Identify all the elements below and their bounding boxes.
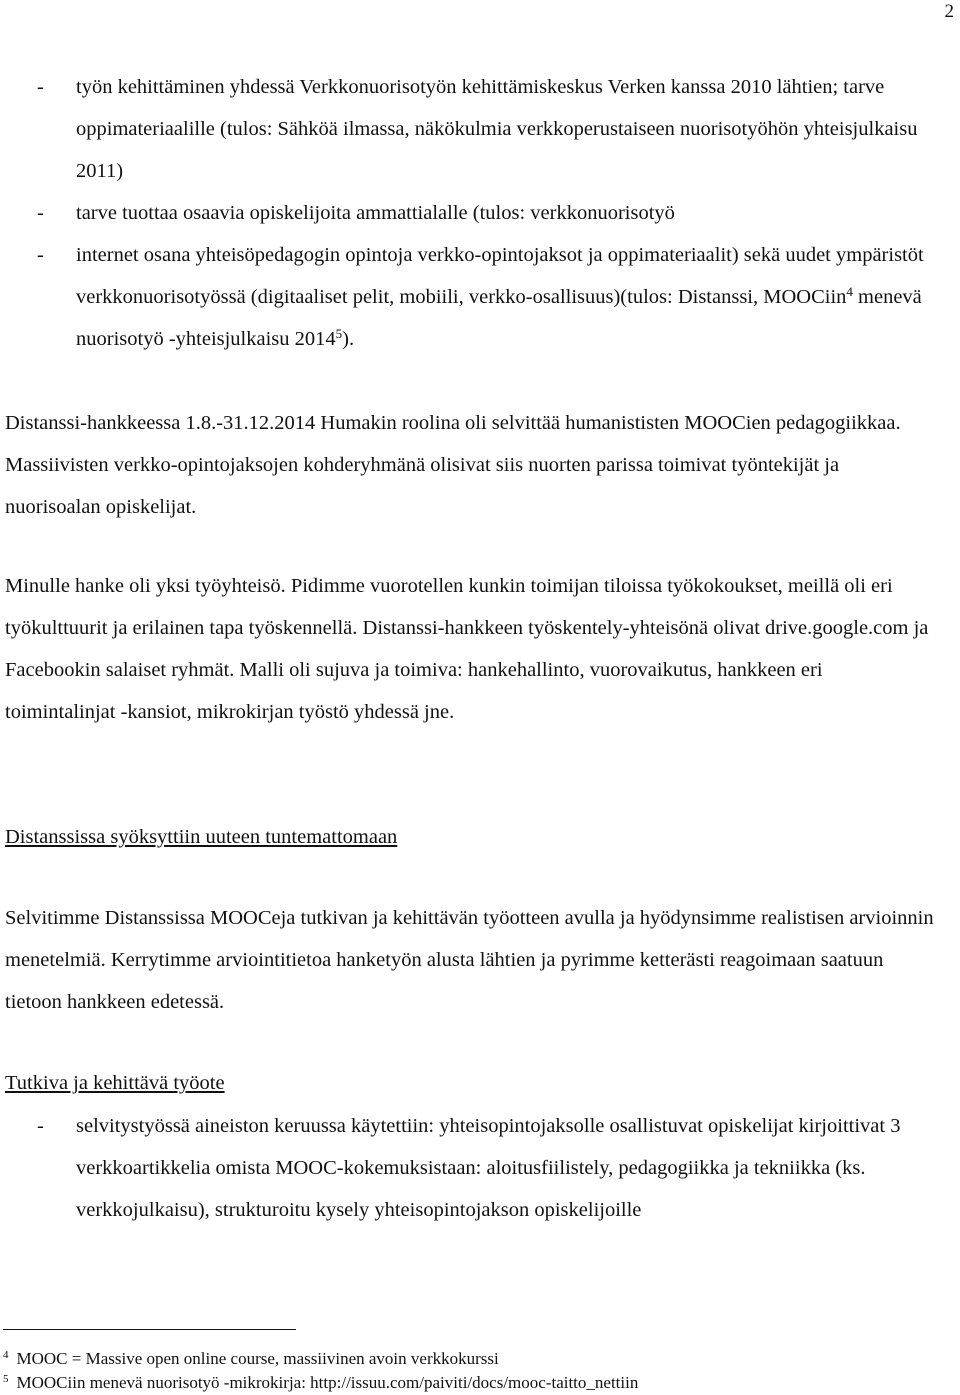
list-item-text: tarve tuottaa osaavia opiskelijoita ammattialalle (tulos: verkkonuorisotyö bbox=[76, 202, 675, 224]
footnote-4 bbox=[3, 1347, 933, 1371]
section-heading-distanssissa: Distanssissa syöksyttiin uuteen tuntemattomaan bbox=[5, 826, 398, 848]
list-item bbox=[5, 234, 935, 360]
footnote-text[interactable]: MOOCiin menevä nuorisotyö -mikrokirja: http://issuu.com/paiviti/docs/mooc-taitto_nettiin bbox=[16, 1373, 639, 1392]
list-dash: - bbox=[37, 1115, 44, 1137]
paragraph-selvitimme: Selvitimme Distanssissa MOOCeja tutkivan ja kehittävän työotteen avulla ja hyödynsimme realistisen arvioinnin menetelmiä. Kerrytimme arviointitietoa hanketyön alusta lähtien ja pyrimme ketterästi reagoimaan saatuun tietoon hankkeen edetessä. bbox=[5, 907, 934, 1013]
paragraph-tyoyhteiso: Minulle hanke oli yksi työyhteisö. Pidimme vuorotellen kunkin toimijan tiloissa työkokoukset, meillä oli eri työkulttuurit ja erilainen tapa työskennellä. Distanssi-hankkeen työskentely-yhteisönä olivat drive.google.com ja Facebookin salaiset ryhmät. Malli oli sujuva ja toimiva: hankehallinto, vuorovaikutus, hankkeen eri toimintalinjat -kansiot, mikrokirjan työstö yhdessä jne. bbox=[5, 575, 929, 723]
list-item bbox=[5, 1105, 935, 1231]
footnote-5 bbox=[3, 1371, 933, 1395]
section-heading-tutkiva: Tutkiva ja kehittävä työote bbox=[5, 1072, 225, 1094]
list-dash: - bbox=[37, 202, 44, 224]
list-item-text: selvitystyössä aineiston keruussa käytettiin: yhteisopintojaksolle osallistuvat opiskelijat kirjoittivat 3 verkkoartikkelia omista MOOC-kokemuksistaan: aloitusfiilistely, pedagogiikka ja tekniikka (ks. verkkojulkaisu), strukturoitu kysely yhteisopintojakson opiskelijoille bbox=[76, 1115, 901, 1221]
footnotes bbox=[3, 1347, 933, 1395]
list-dash: - bbox=[37, 244, 44, 266]
method-list bbox=[5, 1105, 935, 1231]
footnote-text: MOOC = Massive open online course, massiivinen avoin verkkokurssi bbox=[16, 1349, 499, 1368]
list-item bbox=[5, 192, 935, 234]
footnote-ref-5[interactable]: 5 bbox=[335, 326, 343, 341]
footnote-number: 4 bbox=[3, 1349, 9, 1361]
paragraph-distanssi: Distanssi-hankkeessa 1.8.-31.12.2014 Humakin roolina oli selvittää humanististen MOOCien pedagogiikkaa. Massiivisten verkko-opintojaksojen kohderyhmänä olisivat siis nuorten parissa toimivat työntekijät ja nuorisoalan opiskelijat. bbox=[5, 412, 901, 518]
footnote-ref-4[interactable]: 4 bbox=[846, 284, 853, 299]
list-item bbox=[5, 66, 935, 192]
list-dash: - bbox=[37, 76, 44, 98]
page-number: 2 bbox=[944, 1, 954, 22]
footnote-number: 5 bbox=[3, 1373, 9, 1385]
intro-list bbox=[5, 66, 935, 360]
footnote-divider bbox=[3, 1329, 296, 1330]
list-item-text: internet osana yhteisöpedagogin opintoja verkko-opintojaksot ja oppimateriaalit) sekä uudet ympäristöt verkkonuorisotyössä (digitaaliset pelit, mobiili, verkko-osallisuus)(tulos: Distanssi, MOOCiin bbox=[76, 244, 924, 308]
list-item-text: työn kehittäminen yhdessä Verkkonuorisotyön kehittämiskeskus Verken kanssa 2010 lähtien; tarve oppimateriaalille (tulos: Sähköä ilmassa, näkökulmia verkkoperustaiseen nuorisotyöhön yhteisjulkaisu 2011) bbox=[76, 76, 918, 182]
list-item-text-end: ). bbox=[342, 328, 355, 350]
list-item-text-cont: menevä nuorisotyö -yhteisjulkaisu 2014 bbox=[76, 286, 922, 350]
